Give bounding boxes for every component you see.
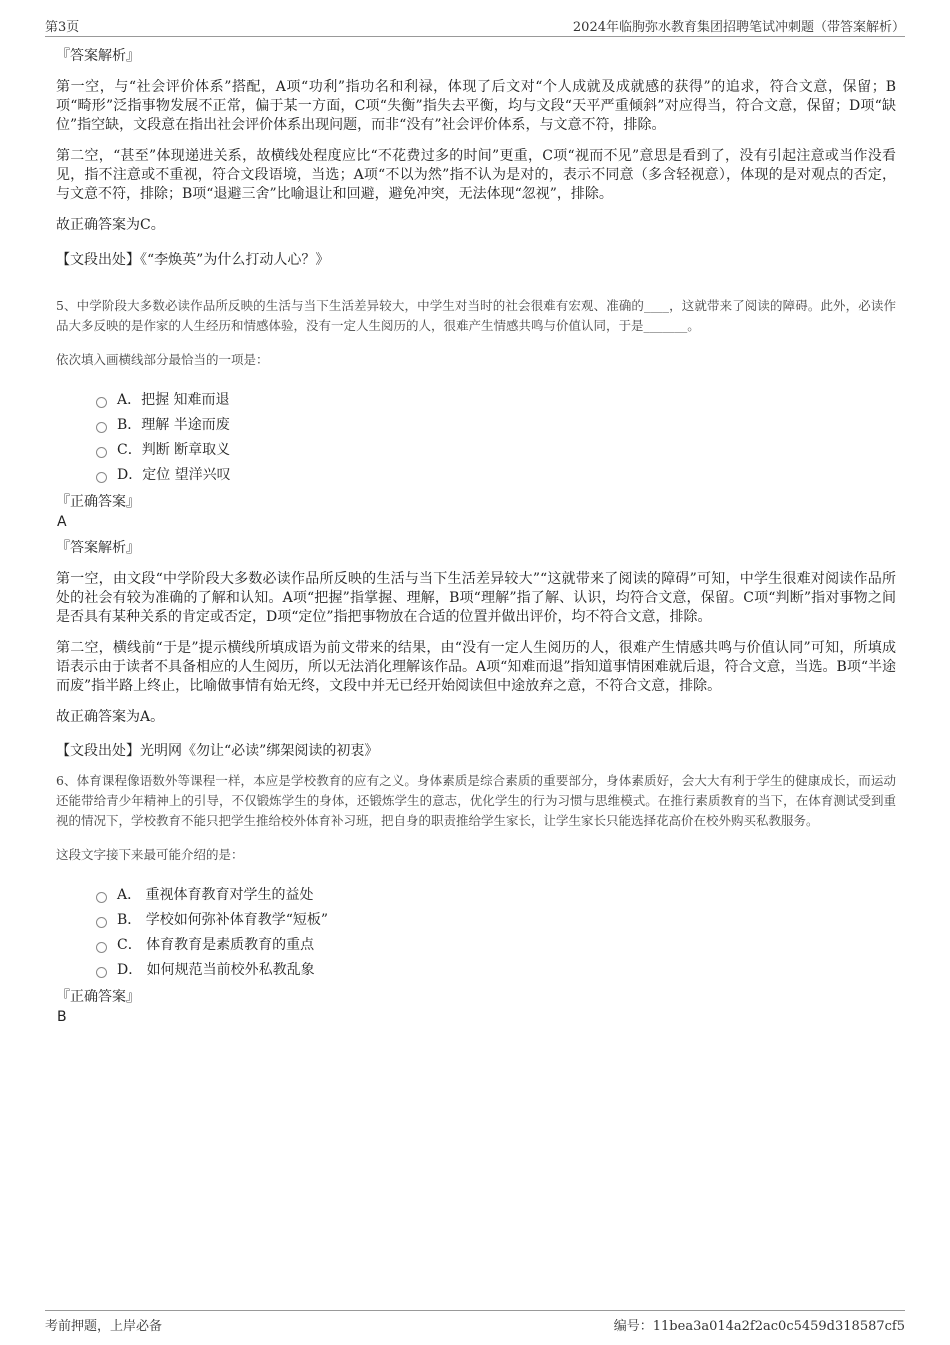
- radio-icon[interactable]: [96, 422, 107, 433]
- question-5-stem: 5、中学阶段大多数必读作品所反映的生活与当下生活差异较大，中学生对当时的社会很难有宏观、准确的____，这就带来了阅读的障碍。此外，必读作品大多反映的是作家的人生经历和情感体验，没有一定人生阅历的人，很难产生情感共鸣与价值认同，于是_______。: [56, 298, 896, 333]
- answer-conclusion: 故正确答案为A。: [56, 709, 165, 725]
- option-d[interactable]: [96, 958, 896, 983]
- radio-icon[interactable]: [96, 917, 107, 928]
- correct-answer-label: 『正确答案』: [56, 494, 140, 510]
- option-label: C．判断 断章取义: [117, 442, 231, 458]
- analysis-paragraph: 第二空，横线前“于是”提示横线所填成语为前文带来的结果，由“没有一定人生阅历的人，很难产生情感共鸣与价值认同”可知，所填成语表示由于读者不具备相应的人生阅历，所以无法消化理解该作品。A项“知难而退”指知道事情困难就后退，符合文意，当选。B项“半途而废”指半路上终止，比喻做事情有始无终，文段中并无已经开始阅读但中途放弃之意，不符合文意，排除。: [56, 640, 896, 694]
- radio-icon[interactable]: [96, 892, 107, 903]
- question-6-options: [96, 883, 896, 983]
- page-header: [45, 14, 905, 37]
- analysis-paragraph: 第一空，与“社会评价体系”搭配，A项“功利”指功名和利禄，体现了后文对“个人成就及成就感的获得”的追求，符合文意，保留；B项“畸形”泛指事物发展不正常，偏于某一方面，C项“失衡”指失去平衡，均与文段“天平严重倾斜”对应得当，符合文意，保留；D项“缺位”指空缺，文段意在指出社会评价体系出现问题，而非“没有”社会评价体系，与文意不符，排除。: [56, 79, 896, 133]
- option-a[interactable]: [96, 388, 896, 413]
- correct-answer-value: B: [57, 1009, 67, 1025]
- source-citation: 【文段出处】《“李焕英”为什么打动人心？》: [56, 252, 330, 268]
- page-number: 第3页: [45, 20, 80, 35]
- question-6-prompt: 这段文字接下来最可能介绍的是：: [56, 847, 244, 862]
- question-5-options: [96, 388, 896, 488]
- option-b[interactable]: [96, 908, 896, 933]
- option-a[interactable]: [96, 883, 896, 908]
- option-d[interactable]: [96, 463, 896, 488]
- option-c[interactable]: [96, 438, 896, 463]
- question-6-stem: 6、体育课程像语数外等课程一样，本应是学校教育的应有之义。身体素质是综合素质的重要部分，身体素质好，会大大有利于学生的健康成长，而运动还能带给青少年精神上的引导，不仅锻炼学生的身体，还锻炼学生的意志，优化学生的行为习惯与思维模式。在推行素质教育的当下，在体育测试受到重视的情况下，学校教育不能只把学生推给校外体育补习班，把自身的职责推给学生家长，让学生家长只能选择花高价在校外购买私教服务。: [56, 773, 896, 828]
- correct-answer-value: A: [57, 514, 67, 530]
- correct-answer-label: 『正确答案』: [56, 989, 140, 1005]
- option-c[interactable]: [96, 933, 896, 958]
- source-citation: 【文段出处】光明网《勿让“必读”绑架阅读的初衷》: [56, 743, 379, 759]
- page-content: [56, 40, 896, 1027]
- radio-icon[interactable]: [96, 397, 107, 408]
- footer-slogan: 考前押题，上岸必备: [45, 1319, 163, 1334]
- radio-icon[interactable]: [96, 942, 107, 953]
- radio-icon[interactable]: [96, 447, 107, 458]
- analysis-paragraph: 第二空，“甚至”体现递进关系，故横线处程度应比“不花费过多的时间”更重，C项“视而不见”意思是看到了，没有引起注意或当作没看见，指不注意或不重视，符合文段语境，当选；A项“不以为然”指不认为是对的，表示不同意（多含轻视意），体现的是对观点的否定，与文意不符，排除；B项“退避三舍”比喻退让和回避，避免冲突，无法体现“忽视”，排除。: [56, 148, 896, 202]
- option-label: A． 重视体育教育对学生的益处: [117, 887, 314, 903]
- radio-icon[interactable]: [96, 472, 107, 483]
- option-label: D． 如何规范当前校外私教乱象: [117, 962, 315, 978]
- option-label: D．定位 望洋兴叹: [117, 467, 231, 483]
- document-title: 2024年临朐弥水教育集团招聘笔试冲刺题（带答案解析）: [572, 20, 905, 35]
- answer-analysis-label: 『答案解析』: [56, 48, 140, 64]
- option-b[interactable]: [96, 413, 896, 438]
- option-label: A．把握 知难而退: [117, 392, 230, 408]
- option-label: B．理解 半途而废: [117, 417, 230, 433]
- option-label: C． 体育教育是素质教育的重点: [117, 937, 315, 953]
- question-5-prompt: 依次填入画横线部分最恰当的一项是：: [56, 352, 269, 367]
- analysis-paragraph: 第一空，由文段“中学阶段大多数必读作品所反映的生活与当下生活差异较大”“这就带来了阅读的障碍”可知，中学生很难对阅读作品所处的社会有较为准确的了解和认知。A项“把握”指掌握、理解，B项“理解”指了解、认识，均符合文意，保留。C项“判断”指对事物之间是否具有某种关系的肯定或否定，D项“定位”指把事物放在合适的位置并做出评价，均不符合文意，排除。: [56, 571, 896, 625]
- option-label: B． 学校如何弥补体育教学“短板”: [117, 912, 329, 928]
- radio-icon[interactable]: [96, 967, 107, 978]
- document-id: 编号：11bea3a014a2f2ac0c5459d318587cf5: [613, 1319, 905, 1334]
- answer-analysis-label: 『答案解析』: [56, 540, 140, 556]
- answer-conclusion: 故正确答案为C。: [56, 217, 165, 233]
- page-footer: [45, 1310, 905, 1335]
